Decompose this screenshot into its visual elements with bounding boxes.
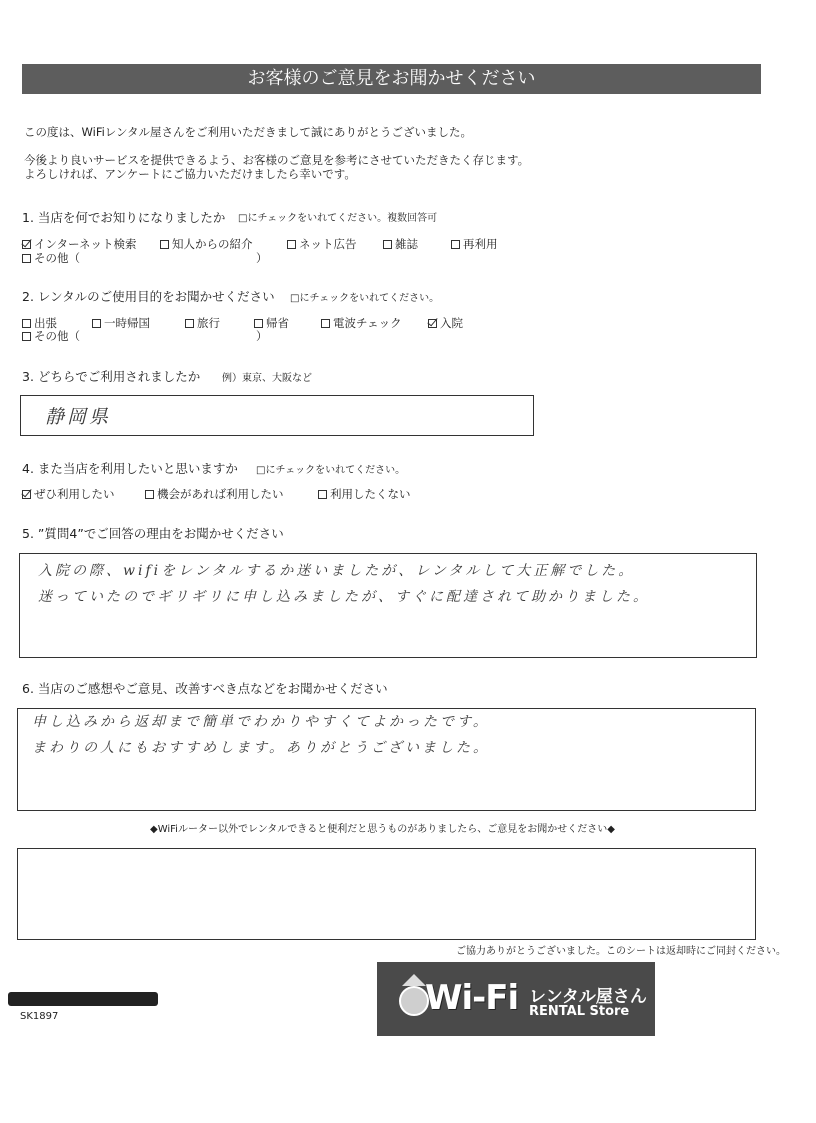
q1-option-reuse[interactable]: 再利用 xyxy=(451,236,498,252)
logo-en-text: RENTAL Store xyxy=(529,1004,630,1019)
checkbox-icon[interactable] xyxy=(318,490,327,499)
q1-option-magazine[interactable]: 雑誌 xyxy=(383,236,418,252)
q2-label: 2. レンタルのご使用目的をお聞かせください xyxy=(22,289,275,304)
q3-label: 3. どちらでご利用されましたか xyxy=(22,369,201,384)
q2-option-hospital[interactable]: 入院 xyxy=(428,315,463,331)
q2-option-other[interactable]: その他（ xyxy=(22,328,80,344)
q1-label: 1. 当店を何でお知りになりましたか xyxy=(22,210,226,225)
q1-option-net-ad[interactable]: ネット広告 xyxy=(287,236,357,252)
q1-option-other[interactable]: その他（ xyxy=(22,250,80,266)
checkbox-icon[interactable] xyxy=(22,254,31,263)
logo-jp-text: レンタル屋さん xyxy=(529,987,647,1007)
checkbox-icon[interactable] xyxy=(22,332,31,341)
q1-hint: □にチェックをいれてください。複数回答可 xyxy=(238,213,438,224)
checkbox-icon[interactable] xyxy=(185,319,194,328)
q1-other-close: ） xyxy=(256,251,268,265)
brand-logo xyxy=(377,962,655,1036)
checkbox-icon[interactable] xyxy=(22,319,31,328)
q4-hint: □にチェックをいれてください。 xyxy=(256,465,406,476)
checkbox-checked-icon[interactable] xyxy=(428,319,437,328)
footer-code: SK1897 xyxy=(20,1011,59,1022)
q3-hint: 例）東京、大阪など xyxy=(222,373,312,384)
q4-option-no[interactable]: 利用したくない xyxy=(318,486,411,502)
q5-answer-box[interactable] xyxy=(19,553,757,658)
q6-answer-line-1: 申し込みから返却まで簡単でわかりやすくてよかったです。 xyxy=(32,714,490,730)
q5-label: 5. ”質問4”でご回答の理由をお聞かせください xyxy=(22,526,284,541)
checkbox-icon[interactable] xyxy=(321,319,330,328)
redacted-barcode xyxy=(8,992,158,1006)
page-title: お客様のご意見をお聞かせください xyxy=(22,64,761,94)
q1-option-internet[interactable]: インターネット検索 xyxy=(22,236,136,252)
checkbox-icon[interactable] xyxy=(383,240,392,249)
q2-option-travel[interactable]: 旅行 xyxy=(185,315,220,331)
q2-hint: □にチェックをいれてください。 xyxy=(290,293,440,304)
q3-answer: 静岡県 xyxy=(45,406,112,428)
checkbox-checked-icon[interactable] xyxy=(22,240,31,249)
checkbox-icon[interactable] xyxy=(287,240,296,249)
q6-label: 6. 当店のご感想やご意見、改善すべき点などをお聞かせください xyxy=(22,681,388,696)
q5-answer-line-2: 迷っていたのでギリギリに申し込みましたが、すぐに配達されて助かりました。 xyxy=(38,589,650,605)
extra-label: ◆WiFiルーター以外でレンタルできると便利だと思うものがありましたら、ご意見をお聞かせください◆ xyxy=(150,824,615,835)
q6-answer-box[interactable] xyxy=(17,708,756,811)
checkbox-icon[interactable] xyxy=(451,240,460,249)
logo-wifi-text: Wi-Fi xyxy=(425,978,519,1018)
checkbox-icon[interactable] xyxy=(145,490,154,499)
intro-line-3: よろしければ、アンケートにご協力いただけましたら幸いです。 xyxy=(24,167,356,181)
q1-option-referral[interactable]: 知人からの紹介 xyxy=(160,236,253,252)
checkbox-icon[interactable] xyxy=(160,240,169,249)
crown-icon xyxy=(402,974,426,986)
q4-option-if-chance[interactable]: 機会があれば利用したい xyxy=(145,486,284,502)
q2-option-visit-home[interactable]: 帰省 xyxy=(254,315,289,331)
footer-thanks: ご協力ありがとうございました。このシートは返却時にご同封ください。 xyxy=(456,946,786,957)
checkbox-icon[interactable] xyxy=(92,319,101,328)
q3-answer-box[interactable] xyxy=(20,395,534,436)
q4-option-definitely[interactable]: ぜひ利用したい xyxy=(22,486,115,502)
q2-option-signal-check[interactable]: 電波チェック xyxy=(321,315,402,331)
intro-line-1: この度は、WiFiレンタル屋さんをご利用いただきまして誠にありがとうございました。 xyxy=(24,125,473,139)
q2-option-return-home[interactable]: 一時帰国 xyxy=(92,315,150,331)
q4-label: 4. また当店を利用したいと思いますか xyxy=(22,461,238,476)
q2-option-business[interactable]: 出張 xyxy=(22,315,57,331)
checkbox-icon[interactable] xyxy=(254,319,263,328)
q6-answer-line-2: まわりの人にもおすすめします。ありがとうございました。 xyxy=(32,740,491,756)
intro-line-2: 今後より良いサービスを提供できるよう、お客様のご意見を参考にさせていただきたく存じます。 xyxy=(24,153,530,167)
q5-answer-line-1: 入院の際、wifiをレンタルするか迷いましたが、レンタルして大正解でした。 xyxy=(38,563,636,579)
extra-answer-box[interactable] xyxy=(17,848,756,940)
checkbox-checked-icon[interactable] xyxy=(22,490,31,499)
q2-other-close: ） xyxy=(256,329,268,343)
